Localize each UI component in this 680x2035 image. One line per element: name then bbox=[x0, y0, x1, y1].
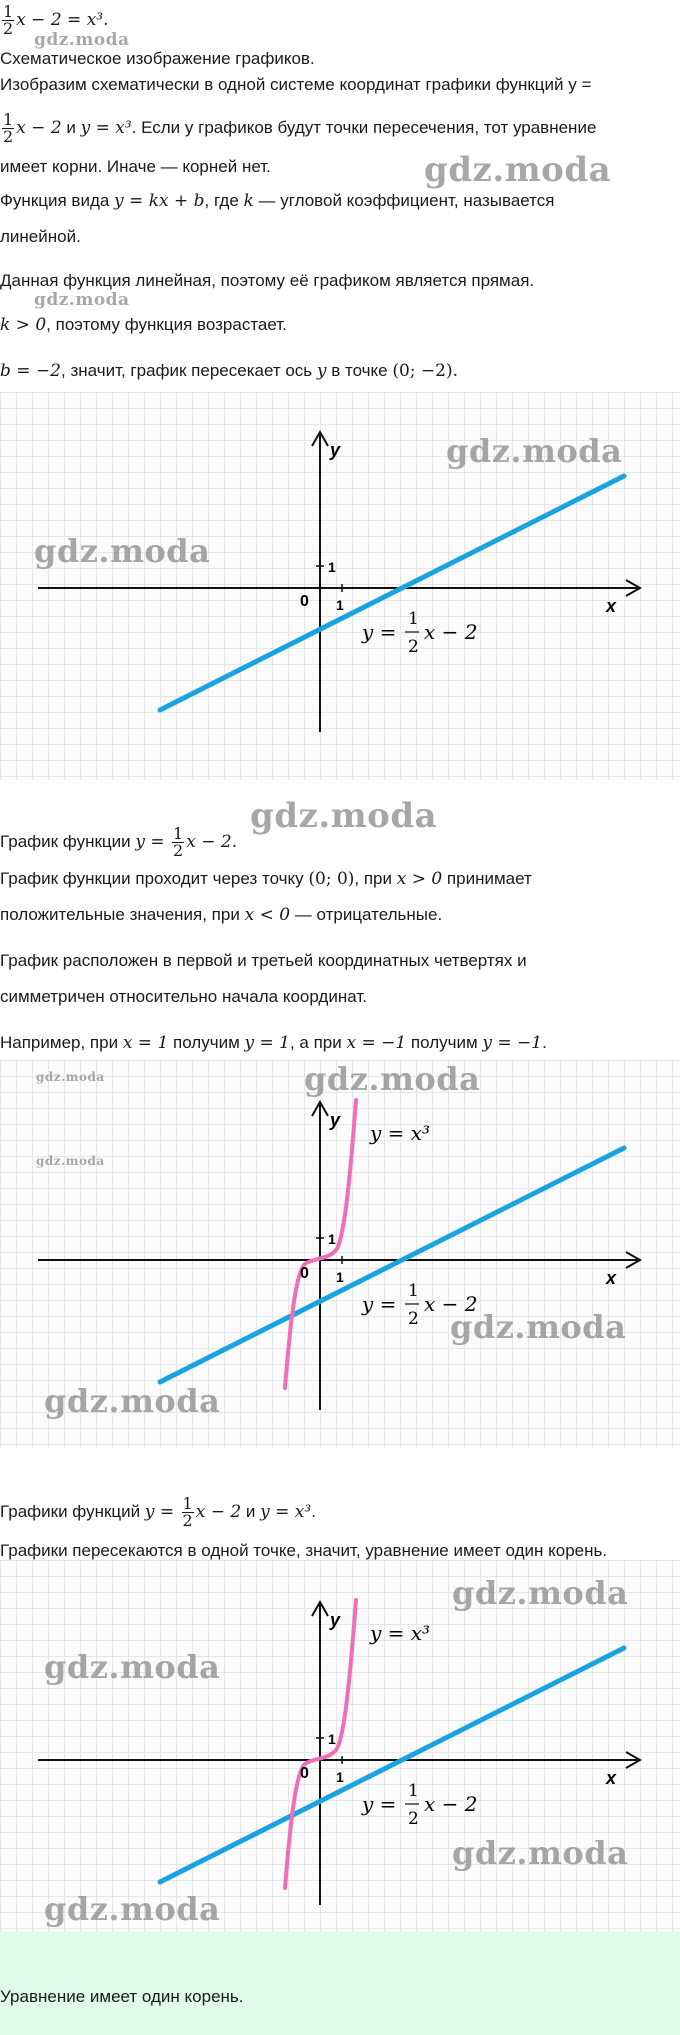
text-line: Например, при x = 1 получим y = 1, а при x = −1 получим y = −1. bbox=[0, 1033, 547, 1053]
text-line: График функции y = $\frac{1}{2}$ x − 2. bbox=[0, 824, 238, 860]
x-tick-label: 1 bbox=[336, 1769, 344, 1785]
text-line: Функция вида y = kx + b, где k — угловой коэффициент, называется bbox=[0, 191, 555, 211]
linear-function-line bbox=[160, 1148, 627, 1382]
y-axis-label: y bbox=[330, 440, 341, 460]
watermark: gdz.moda bbox=[250, 796, 438, 836]
text-line: Данная функция линейная, поэтому её графиком является прямая. bbox=[0, 271, 535, 290]
watermark: gdz.moda bbox=[452, 1574, 629, 1612]
graph-svg bbox=[0, 1560, 680, 1932]
x-axis-label: x bbox=[606, 1268, 617, 1288]
svg-text:x − 2: x − 2 bbox=[424, 1292, 478, 1316]
x-tick-label: 1 bbox=[336, 1269, 344, 1285]
text-line: линейной. bbox=[0, 227, 81, 246]
watermark: gdz.moda bbox=[44, 1648, 221, 1686]
line-label: y = bbox=[362, 1792, 397, 1816]
y-tick-label: 1 bbox=[328, 1231, 336, 1247]
text-line: имеет корни. Иначе — корней нет. bbox=[0, 157, 271, 176]
watermark: gdz.moda bbox=[446, 432, 623, 470]
watermark: gdz.moda bbox=[304, 1060, 481, 1098]
text-line: Изобразим схематически в одной системе координат графики функций y = bbox=[0, 75, 592, 94]
origin-label: 0 bbox=[300, 1765, 309, 1782]
text-line: k > 0, поэтому функция возрастает. bbox=[0, 315, 287, 335]
svg-text:1: 1 bbox=[408, 1281, 419, 1301]
y-axis-label: y bbox=[330, 1610, 341, 1630]
line-label: y = bbox=[362, 1292, 397, 1316]
cubic-label: y = x³ bbox=[370, 1621, 431, 1645]
watermark: gdz.moda bbox=[44, 1890, 221, 1928]
answer-box bbox=[0, 1932, 680, 2035]
watermark: gdz.moda bbox=[452, 1834, 629, 1872]
y-tick-label: 1 bbox=[328, 1731, 336, 1747]
text-line: $\frac{1}{2}$ x − 2 и y = x³. Если у графиков будут точки пересечения, тот уравнение bbox=[3, 110, 597, 146]
graph-figure bbox=[0, 392, 680, 780]
text-line: симметричен относительно начала координат. bbox=[0, 987, 367, 1006]
origin-label: 0 bbox=[300, 593, 309, 610]
linear-function-line bbox=[160, 476, 624, 710]
text-line: График расположен в первой и третьей координатных четвертях и bbox=[0, 951, 527, 970]
watermark: gdz.moda bbox=[34, 532, 211, 570]
svg-text:1: 1 bbox=[408, 609, 419, 629]
graph-figure bbox=[0, 1060, 680, 1448]
watermark: gdz.moda bbox=[450, 1308, 627, 1346]
x-tick-label: 1 bbox=[336, 597, 344, 613]
svg-text:x − 2: x − 2 bbox=[424, 620, 478, 644]
graph-figure bbox=[0, 1560, 680, 1932]
text-line: положительные значения, при x < 0 — отрицательные. bbox=[0, 905, 443, 925]
y-axis-label: y bbox=[330, 1110, 341, 1130]
svg-text:x − 2: x − 2 bbox=[424, 1792, 478, 1816]
x-axis-label: x bbox=[606, 596, 617, 616]
watermark: gdz.moda bbox=[44, 1382, 221, 1420]
line-label: y = bbox=[362, 620, 397, 644]
text-line: Графики пересекаются в одной точке, значит, уравнение имеет один корень. bbox=[0, 1541, 608, 1560]
text-line: Схематическое изображение графиков. bbox=[0, 49, 315, 68]
origin-label: 0 bbox=[300, 1265, 309, 1282]
y-tick-label: 1 bbox=[328, 559, 336, 575]
svg-text:1: 1 bbox=[408, 1781, 419, 1801]
svg-text:2: 2 bbox=[408, 1309, 419, 1329]
watermark: gdz.moda bbox=[36, 1070, 105, 1084]
text-line: b = −2, значит, график пересекает ось y в точке (0; −2). bbox=[0, 361, 459, 381]
text-line: Графики функций y = $\frac{1}{2}$ x − 2 и y = x³. bbox=[0, 1494, 316, 1530]
equation-line: $\frac{1}{2}$ x − 2 = x³. bbox=[3, 2, 109, 38]
x-axis-label: x bbox=[606, 1768, 617, 1788]
svg-text:2: 2 bbox=[408, 1809, 419, 1829]
watermark: gdz.moda bbox=[36, 1154, 105, 1168]
watermark: gdz.moda bbox=[424, 150, 612, 190]
cubic-label: y = x³ bbox=[370, 1121, 431, 1145]
svg-text:2: 2 bbox=[408, 637, 419, 657]
fraction: $\frac{1}{2}$ bbox=[3, 2, 14, 38]
answer-text: Уравнение имеет один корень. bbox=[0, 1987, 244, 2006]
watermark: gdz.moda bbox=[34, 30, 130, 50]
watermark: gdz.moda bbox=[34, 290, 130, 310]
text-line: График функции проходит через точку (0; 0), при x > 0 принимает bbox=[0, 869, 532, 889]
